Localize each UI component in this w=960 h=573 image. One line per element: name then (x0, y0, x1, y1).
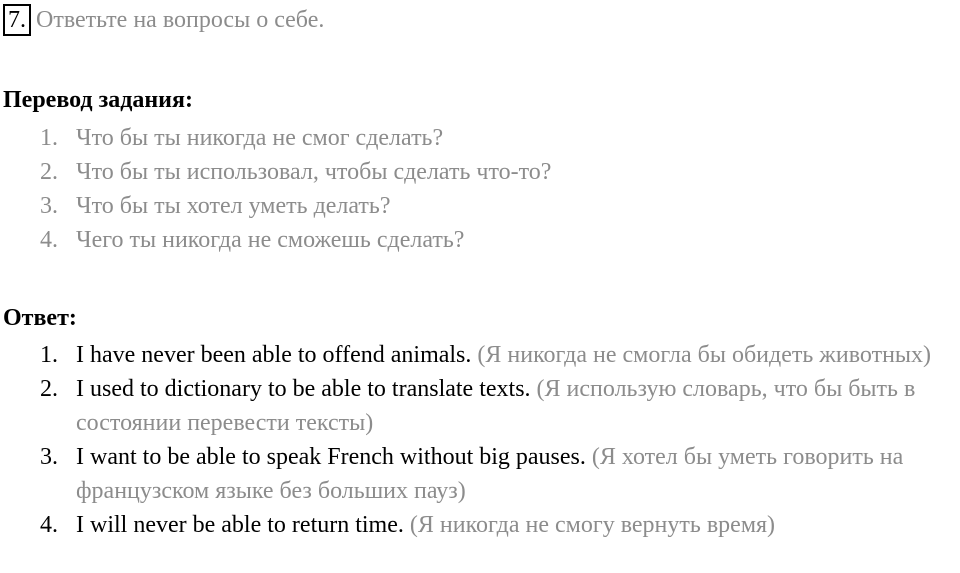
item-number: 1. (40, 125, 58, 151)
item-number: 3. (40, 444, 58, 470)
list-item (0, 508, 960, 542)
item-text: Что бы ты использовал, чтобы сделать что-то? (76, 159, 552, 185)
task-number-box: 7. (3, 4, 31, 36)
item-text: Чего ты никогда не сможешь сделать? (76, 227, 465, 253)
item-number: 4. (40, 227, 58, 253)
item-number: 1. (40, 342, 58, 368)
answer-list (0, 338, 960, 542)
task-header (3, 4, 324, 36)
answer-russian: (Я хотел бы уметь говорить на французском языке без больших пауз) (76, 444, 904, 504)
answer-heading: Ответ: (3, 305, 77, 331)
translation-list (0, 121, 960, 257)
list-item (0, 440, 960, 508)
answer-russian: (Я использую словарь, что бы быть в состоянии перевести тексты) (76, 376, 916, 436)
answer-english: I have never been able to offend animals. (76, 342, 472, 368)
task-instruction: Ответьте на вопросы о себе. (36, 7, 325, 33)
list-item (0, 155, 960, 189)
list-item (0, 189, 960, 223)
item-text: Что бы ты никогда не смог сделать? (76, 125, 444, 151)
answer-russian: (Я никогда не смогу вернуть время) (409, 512, 776, 538)
answer-russian: (Я никогда не смогла бы обидеть животных) (477, 342, 932, 368)
answer-english: I will never be able to return time. (76, 512, 404, 538)
item-number: 3. (40, 193, 58, 219)
list-item (0, 372, 960, 440)
item-number: 2. (40, 376, 58, 402)
item-text: Что бы ты хотел уметь делать? (76, 193, 391, 219)
answer-english: I want to be able to speak French without big pauses. (76, 444, 586, 470)
list-item (0, 223, 960, 257)
list-item (0, 338, 960, 372)
translation-heading: Перевод задания: (3, 87, 193, 113)
item-number: 4. (40, 512, 58, 538)
item-number: 2. (40, 159, 58, 185)
answer-english: I used to dictionary to be able to translate texts. (76, 376, 531, 402)
list-item (0, 121, 960, 155)
